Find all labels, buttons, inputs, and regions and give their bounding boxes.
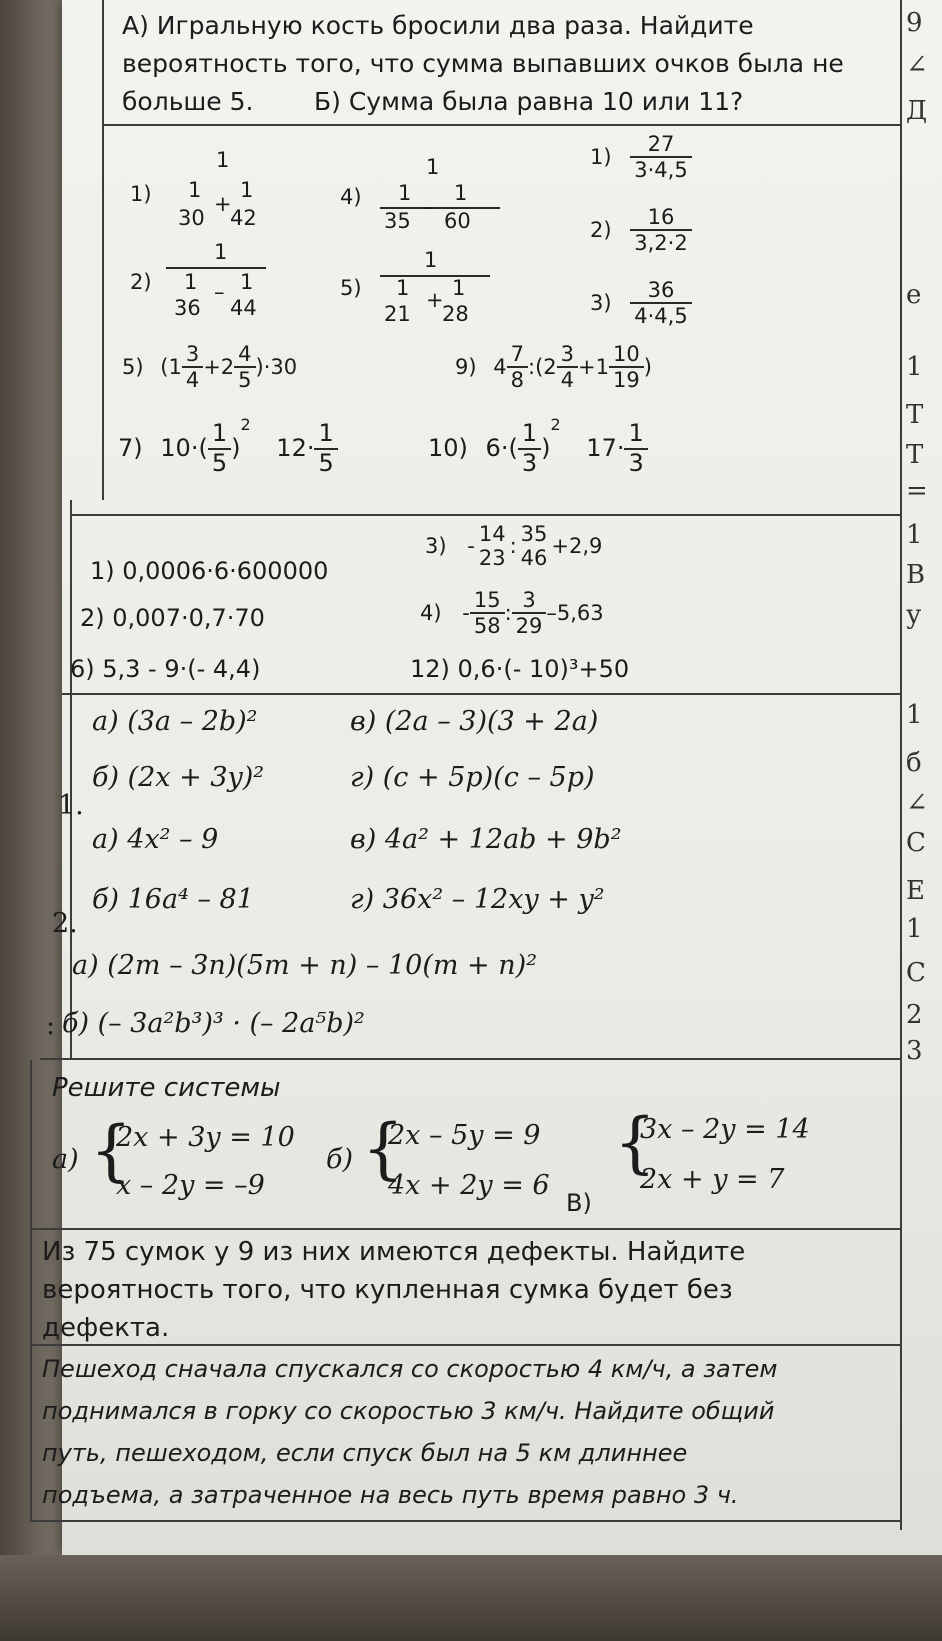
task-mark-3: : <box>46 1010 56 1041</box>
system-a-label: а) <box>52 1144 79 1175</box>
edge-char: 1 <box>906 700 923 730</box>
row-divider <box>30 1520 900 1522</box>
system-b-eq1: 2x – 5y = 9 <box>388 1120 541 1151</box>
system-b-brace: { <box>362 1110 404 1187</box>
task-number-1: 1. <box>58 790 84 821</box>
factor-a: а) 4x² – 9 <box>92 824 219 855</box>
bags-task-line3: дефекта. <box>42 1313 170 1343</box>
decimal-expression-6: 6) 5,3 - 9·(- 4,4) <box>70 655 261 683</box>
ratio-fraction-1: 1) $\frac{27}{3\cdot 4,5}$ <box>590 132 692 182</box>
factor-b: б) 16a⁴ – 81 <box>92 884 254 915</box>
right-border <box>900 0 902 1530</box>
edge-char: Т <box>906 440 924 470</box>
walker-task-line2: поднимался в горку со скоростью 3 км/ч. Найдите общий <box>42 1397 775 1425</box>
edge-char: Т <box>906 400 924 430</box>
bags-task-line2: вероятность того, что купленная сумка будет без <box>42 1275 733 1305</box>
decimal-expression-4: 4) - $\frac{15}{58}$ : $\frac{3}{29}$ –5,63 <box>420 588 604 639</box>
edge-char: 1 <box>906 520 923 550</box>
ratio-fraction-3: 3) $\frac{36}{4\cdot 4,5}$ <box>590 278 692 328</box>
system-b-eq2: 4x + 2y = 6 <box>388 1170 550 1201</box>
mixed-expression-9: 9) 4 $\frac{7}{8}$ :(2 $\frac{3}{4}$ +1 $\frac{10}{19}$ ) <box>455 342 652 393</box>
simplify-a: а) (2m – 3n)(5m + n) – 10(m + n)² <box>72 950 538 981</box>
systems-title: Решите системы <box>52 1073 281 1103</box>
edge-char: С <box>906 958 926 988</box>
edge-char: В <box>906 560 926 590</box>
edge-char: ∠ <box>906 788 928 818</box>
decimal-expression-2: 2) 0,007·0,7·70 <box>80 604 265 632</box>
system-b-label: б) <box>326 1144 354 1175</box>
edge-char: 9 <box>906 8 923 38</box>
walker-task-line4: подъема, а затраченное на весь путь время равно 3 ч. <box>42 1481 739 1509</box>
system-a-eq1: 2x + 3y = 10 <box>116 1122 295 1153</box>
edge-char: ∠ <box>906 50 928 80</box>
power-expression-7: 7) 10·( $\frac{1}{5}$ )$^2$ 12· $\frac{1}{5}$ <box>118 416 338 478</box>
factor-v: в) 4a² + 12ab + 9b² <box>350 824 622 855</box>
expand-product-g: г) (c + 5p)(c – 5p) <box>350 762 595 793</box>
ratio-fraction-2: 2) $\frac{16}{3,2\cdot 2}$ <box>590 205 692 255</box>
dice-task-line3a: больше 5. <box>122 87 254 116</box>
row-divider <box>70 514 900 516</box>
edge-char: 1 <box>906 914 923 944</box>
edge-char: Е <box>906 876 925 906</box>
dice-task-line2: вероятность того, что сумма выпавших очков была не <box>122 49 844 78</box>
row-divider <box>30 1228 900 1230</box>
system-a-brace: { <box>90 1112 132 1189</box>
walker-task-line3: путь, пешеходом, если спуск был на 5 км длиннее <box>42 1439 688 1467</box>
row-divider <box>102 124 900 126</box>
expand-product-v: в) (2a – 3)(3 + 2a) <box>350 706 599 737</box>
factor-g: г) 36x² – 12xy + y² <box>350 884 605 915</box>
row-divider <box>40 1058 900 1060</box>
edge-char: 3 <box>906 1036 923 1066</box>
system-a-eq2: x – 2y = –9 <box>116 1170 265 1201</box>
decimal-expression-3: 3) - 14 23 : 35 46 +2,9 <box>425 522 603 571</box>
expand-square-b: б) (2x + 3y)² <box>92 762 265 793</box>
edge-char: С <box>906 828 926 858</box>
expand-square-a: а) (3a – 2b)² <box>92 706 258 737</box>
system-v-label: В) <box>566 1189 592 1217</box>
edge-char: = <box>906 476 928 506</box>
edge-char: 2 <box>906 1000 923 1030</box>
row-divider <box>62 693 900 695</box>
dice-task-line3b: Б) Сумма была равна 10 или 11? <box>314 87 744 116</box>
task-number-2: 2. <box>52 908 78 939</box>
edge-char: 1 <box>906 352 923 382</box>
power-expression-10: 10) 6·( $\frac{1}{3}$ )$^2$ 17· $\frac{1}{3}$ <box>428 416 648 478</box>
walker-task-line1: Пешеход сначала спускался со скоростью 4 км/ч, а затем <box>42 1355 778 1383</box>
bags-task-line1: Из 75 сумок у 9 из них имеются дефекты. Найдите <box>42 1237 746 1267</box>
row-divider <box>30 1344 900 1346</box>
left-border <box>102 0 104 500</box>
edge-char: б <box>906 748 922 778</box>
left-border-bottom <box>30 1060 32 1520</box>
edge-char: Д <box>906 96 928 126</box>
edge-char: е <box>906 280 922 310</box>
edge-char: у <box>906 600 922 630</box>
decimal-expression-12: 12) 0,6·(- 10)³+50 <box>410 655 630 683</box>
background-floor <box>0 1555 942 1641</box>
dice-task-line1: А) Игральную кость бросили два раза. Найдите <box>122 11 754 40</box>
system-v-brace: { <box>614 1104 656 1181</box>
mixed-expression-5: 5) (1 $\frac{3}{4}$ +2 $\frac{4}{5}$ )·30 <box>122 342 298 393</box>
system-v-eq1: 3x – 2y = 14 <box>640 1114 810 1145</box>
decimal-expression-1: 1) 0,0006·6·600000 <box>90 557 329 585</box>
system-v-eq2: 2x + y = 7 <box>640 1164 785 1195</box>
simplify-b: б) (– 3a²b³)³ · (– 2a⁵b)² <box>62 1008 365 1039</box>
